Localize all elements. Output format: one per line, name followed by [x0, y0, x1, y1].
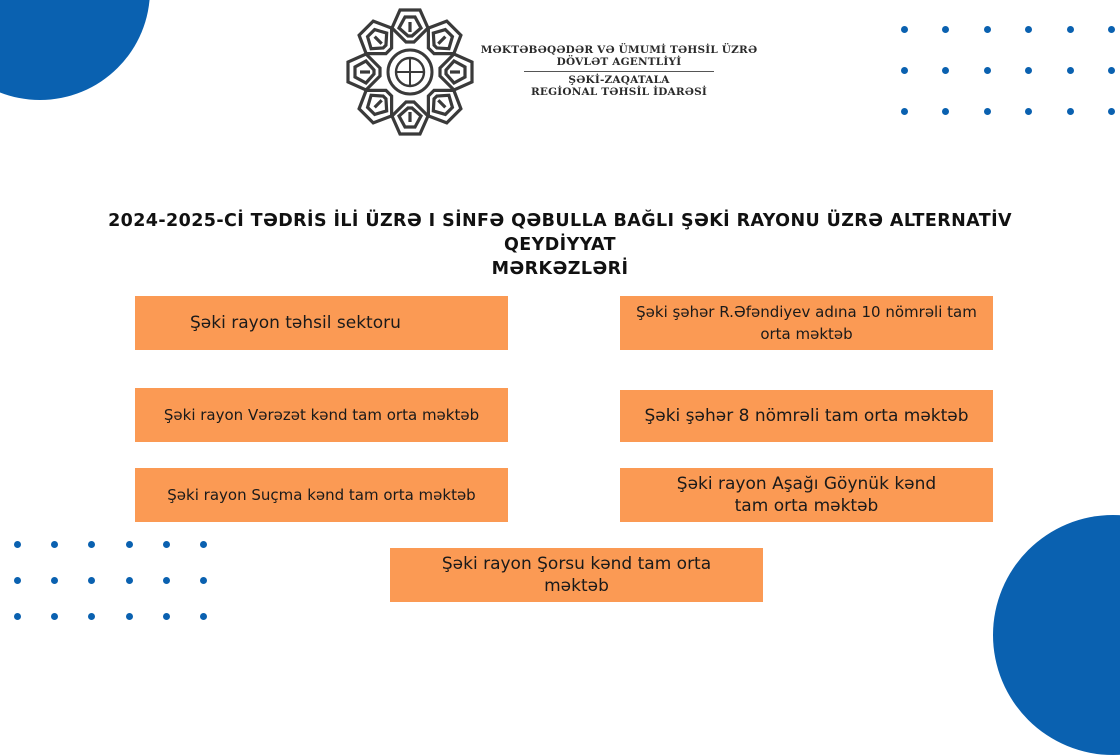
decor-dot	[126, 577, 133, 584]
decor-dot	[200, 613, 207, 620]
agency-name-line1: MƏKTƏBƏQƏDƏR VƏ ÜMUMİ TƏHSİL ÜZRƏ	[480, 44, 758, 56]
decor-circle-bottom-right	[993, 515, 1120, 755]
decor-dot	[163, 613, 170, 620]
decor-dot	[88, 541, 95, 548]
center-box-5	[135, 468, 508, 522]
decor-dot	[901, 108, 908, 115]
center-box-label: Şəki rayon təhsil sektoru	[190, 313, 401, 333]
center-box-4	[620, 390, 993, 442]
decor-dot	[1108, 67, 1115, 74]
star-knot-emblem-icon	[345, 4, 475, 140]
decor-dot	[126, 613, 133, 620]
decor-dot	[901, 26, 908, 33]
center-box-label: Şəki rayon Şorsu kənd tam orta məktəb	[441, 554, 712, 596]
decor-dot	[200, 541, 207, 548]
decor-dot	[51, 541, 58, 548]
decor-dot	[1067, 67, 1074, 74]
center-box-6	[620, 468, 993, 522]
decor-dot	[51, 613, 58, 620]
agency-name-block	[478, 44, 760, 98]
decor-circle-top-left	[0, 0, 150, 100]
page-title-line2: MƏRKƏZLƏRİ	[491, 259, 629, 279]
decor-dot	[200, 577, 207, 584]
decor-dot	[126, 541, 133, 548]
decor-dot	[942, 67, 949, 74]
decor-dot	[1067, 108, 1074, 115]
decor-dot	[942, 108, 949, 115]
decor-dot	[1025, 26, 1032, 33]
decor-dot	[901, 67, 908, 74]
page-title-line1: 2024-2025-Cİ TƏDRİS İLİ ÜZRƏ I SİNFƏ QƏBULLA BAĞLI ŞƏKİ RAYONU ÜZRƏ ALTERNATİV QEYDİYYAT	[108, 211, 1012, 255]
office-name-line1: ŞƏKİ-ZAQATALA	[568, 74, 670, 86]
center-box-1	[135, 296, 508, 350]
center-box-label: Şəki şəhər R.Əfəndiyev adına 10 nömrəli tam orta məktəb	[636, 303, 977, 343]
decor-dot	[14, 577, 21, 584]
decor-dot	[984, 26, 991, 33]
decor-dot	[1025, 67, 1032, 74]
agency-name-line2: DÖVLƏT AGENTLİYİ	[556, 56, 682, 68]
center-box-label: Şəki rayon Aşağı Göynük kənd tam orta məktəb	[676, 474, 937, 516]
center-box-label: Şəki rayon Vərəzət kənd tam orta məktəb	[163, 406, 480, 424]
decor-dot	[14, 613, 21, 620]
office-name-line2: REGİONAL TƏHSİL İDARƏSİ	[530, 86, 708, 98]
decor-dot	[51, 577, 58, 584]
decor-dot	[88, 613, 95, 620]
decor-dot	[14, 541, 21, 548]
decor-dot	[1108, 26, 1115, 33]
agency-divider	[524, 71, 714, 72]
decor-dot	[984, 67, 991, 74]
decor-dot	[984, 108, 991, 115]
decor-dot	[163, 577, 170, 584]
center-box-7	[390, 548, 763, 602]
decor-dot	[1108, 108, 1115, 115]
center-box-label: Şəki rayon Suçma kənd tam orta məktəb	[167, 486, 476, 504]
center-box-label: Şəki şəhər 8 nömrəli tam orta məktəb	[644, 406, 969, 426]
decor-dot	[942, 26, 949, 33]
agency-logo	[345, 4, 475, 140]
center-box-3	[135, 388, 508, 442]
decor-dot	[1025, 108, 1032, 115]
page-title	[60, 209, 1060, 281]
decor-dot	[1067, 26, 1074, 33]
decor-dot	[88, 577, 95, 584]
decor-dot	[163, 541, 170, 548]
center-box-2	[620, 296, 993, 350]
